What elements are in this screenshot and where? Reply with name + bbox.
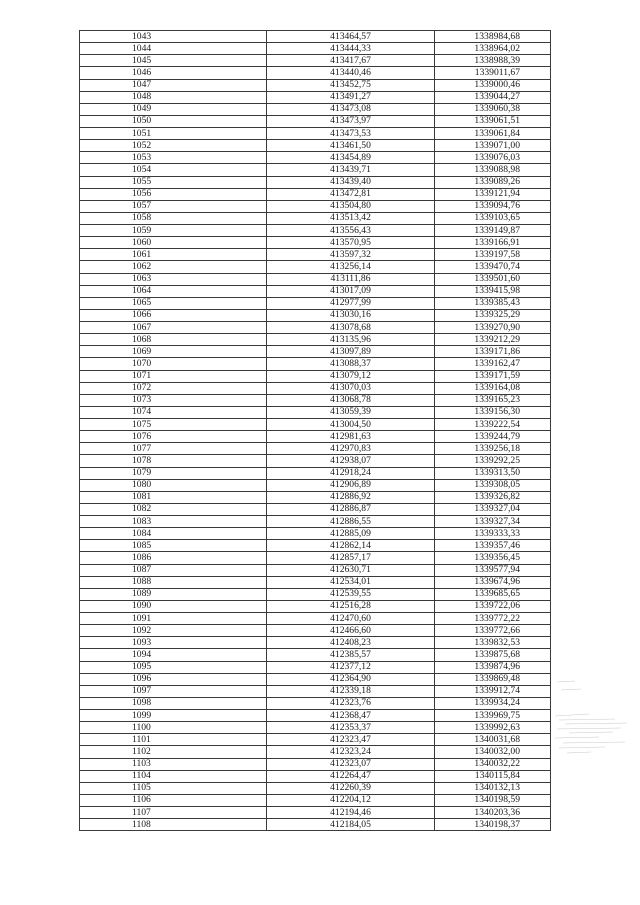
y-coordinate-cell: 1339874,96 <box>435 661 551 673</box>
point-number-cell: 1071 <box>80 370 267 382</box>
table-row <box>80 358 551 370</box>
point-number-cell: 1043 <box>80 31 267 43</box>
y-coordinate-cell: 1340032,22 <box>435 758 551 770</box>
point-number-cell: 1093 <box>80 637 267 649</box>
point-number-cell: 1105 <box>80 782 267 794</box>
x-coordinate-cell: 412970,83 <box>267 443 435 455</box>
y-coordinate-cell: 1339197,58 <box>435 249 551 261</box>
table-row <box>80 200 551 212</box>
table-row <box>80 807 551 819</box>
point-number-cell: 1049 <box>80 103 267 115</box>
y-coordinate-cell: 1339934,24 <box>435 697 551 709</box>
y-coordinate-cell: 1339501,60 <box>435 273 551 285</box>
point-number-cell: 1108 <box>80 819 267 831</box>
point-number-cell: 1106 <box>80 794 267 806</box>
point-number-cell: 1083 <box>80 516 267 528</box>
y-coordinate-cell: 1340115,84 <box>435 770 551 782</box>
y-coordinate-cell: 1338984,68 <box>435 31 551 43</box>
table-row <box>80 734 551 746</box>
table-row <box>80 661 551 673</box>
table-row <box>80 152 551 164</box>
table-row <box>80 722 551 734</box>
x-coordinate-cell: 413473,08 <box>267 103 435 115</box>
table-row <box>80 697 551 709</box>
table-row <box>80 188 551 200</box>
x-coordinate-cell: 413472,81 <box>267 188 435 200</box>
point-number-cell: 1072 <box>80 382 267 394</box>
y-coordinate-cell: 1339969,75 <box>435 710 551 722</box>
table-row <box>80 528 551 540</box>
y-coordinate-cell: 1339722,06 <box>435 600 551 612</box>
y-coordinate-cell: 1339076,03 <box>435 152 551 164</box>
point-number-cell: 1058 <box>80 212 267 224</box>
point-number-cell: 1053 <box>80 152 267 164</box>
table-row <box>80 79 551 91</box>
point-number-cell: 1075 <box>80 419 267 431</box>
table-row <box>80 43 551 55</box>
point-number-cell: 1099 <box>80 710 267 722</box>
table-row <box>80 710 551 722</box>
y-coordinate-cell: 1339094,76 <box>435 200 551 212</box>
x-coordinate-cell: 412862,14 <box>267 540 435 552</box>
table-row <box>80 261 551 273</box>
table-row <box>80 794 551 806</box>
table-row <box>80 212 551 224</box>
point-number-cell: 1079 <box>80 467 267 479</box>
x-coordinate-cell: 413491,27 <box>267 91 435 103</box>
y-coordinate-cell: 1339212,29 <box>435 334 551 346</box>
y-coordinate-cell: 1339325,29 <box>435 309 551 321</box>
point-number-cell: 1067 <box>80 322 267 334</box>
x-coordinate-cell: 412323,76 <box>267 697 435 709</box>
point-number-cell: 1094 <box>80 649 267 661</box>
point-number-cell: 1102 <box>80 746 267 758</box>
table-row <box>80 382 551 394</box>
y-coordinate-cell: 1339121,94 <box>435 188 551 200</box>
table-row <box>80 552 551 564</box>
x-coordinate-cell: 413452,75 <box>267 79 435 91</box>
y-coordinate-cell: 1339165,23 <box>435 394 551 406</box>
y-coordinate-cell: 1339385,43 <box>435 297 551 309</box>
table-row <box>80 443 551 455</box>
x-coordinate-cell: 412323,24 <box>267 746 435 758</box>
table-row <box>80 176 551 188</box>
point-number-cell: 1080 <box>80 479 267 491</box>
x-coordinate-cell: 413135,96 <box>267 334 435 346</box>
table-row <box>80 637 551 649</box>
point-number-cell: 1089 <box>80 588 267 600</box>
point-number-cell: 1057 <box>80 200 267 212</box>
table-row <box>80 322 551 334</box>
y-coordinate-cell: 1338988,39 <box>435 55 551 67</box>
point-number-cell: 1048 <box>80 91 267 103</box>
y-coordinate-cell: 1339171,86 <box>435 346 551 358</box>
x-coordinate-cell: 413444,33 <box>267 43 435 55</box>
y-coordinate-cell: 1339832,53 <box>435 637 551 649</box>
table-row <box>80 491 551 503</box>
x-coordinate-cell: 413570,95 <box>267 237 435 249</box>
y-coordinate-cell: 1339061,84 <box>435 128 551 140</box>
table-row <box>80 297 551 309</box>
table-row <box>80 770 551 782</box>
point-number-cell: 1098 <box>80 697 267 709</box>
table-row <box>80 237 551 249</box>
table-row <box>80 467 551 479</box>
x-coordinate-cell: 413088,37 <box>267 358 435 370</box>
y-coordinate-cell: 1340203,36 <box>435 807 551 819</box>
table-row <box>80 564 551 576</box>
x-coordinate-cell: 413454,89 <box>267 152 435 164</box>
x-coordinate-cell: 412886,92 <box>267 491 435 503</box>
y-coordinate-cell: 1340031,68 <box>435 734 551 746</box>
x-coordinate-cell: 412353,37 <box>267 722 435 734</box>
table-row <box>80 103 551 115</box>
x-coordinate-cell: 413068,78 <box>267 394 435 406</box>
y-coordinate-cell: 1339011,67 <box>435 67 551 79</box>
x-coordinate-cell: 412918,24 <box>267 467 435 479</box>
y-coordinate-cell: 1339000,46 <box>435 79 551 91</box>
point-number-cell: 1086 <box>80 552 267 564</box>
x-coordinate-cell: 412466,60 <box>267 625 435 637</box>
x-coordinate-cell: 412516,28 <box>267 600 435 612</box>
x-coordinate-cell: 413111,86 <box>267 273 435 285</box>
table-row <box>80 819 551 831</box>
y-coordinate-cell: 1340198,37 <box>435 819 551 831</box>
point-number-cell: 1056 <box>80 188 267 200</box>
point-number-cell: 1087 <box>80 564 267 576</box>
table-row <box>80 613 551 625</box>
x-coordinate-cell: 412339,18 <box>267 685 435 697</box>
x-coordinate-cell: 413059,39 <box>267 406 435 418</box>
table-row <box>80 431 551 443</box>
point-number-cell: 1061 <box>80 249 267 261</box>
x-coordinate-cell: 412977,99 <box>267 297 435 309</box>
point-number-cell: 1068 <box>80 334 267 346</box>
y-coordinate-cell: 1339149,87 <box>435 225 551 237</box>
point-number-cell: 1097 <box>80 685 267 697</box>
x-coordinate-cell: 413256,14 <box>267 261 435 273</box>
x-coordinate-cell: 412204,12 <box>267 794 435 806</box>
coordinates-table <box>79 30 551 831</box>
table-row <box>80 649 551 661</box>
table-row <box>80 673 551 685</box>
y-coordinate-cell: 1339162,47 <box>435 358 551 370</box>
point-number-cell: 1064 <box>80 285 267 297</box>
point-number-cell: 1076 <box>80 431 267 443</box>
point-number-cell: 1063 <box>80 273 267 285</box>
x-coordinate-cell: 413597,32 <box>267 249 435 261</box>
point-number-cell: 1065 <box>80 297 267 309</box>
point-number-cell: 1100 <box>80 722 267 734</box>
table-row <box>80 91 551 103</box>
table-row <box>80 685 551 697</box>
table-row <box>80 455 551 467</box>
x-coordinate-cell: 412906,89 <box>267 479 435 491</box>
y-coordinate-cell: 1339470,74 <box>435 261 551 273</box>
x-coordinate-cell: 412368,47 <box>267 710 435 722</box>
point-number-cell: 1051 <box>80 128 267 140</box>
point-number-cell: 1085 <box>80 540 267 552</box>
y-coordinate-cell: 1339166,91 <box>435 237 551 249</box>
y-coordinate-cell: 1339171,59 <box>435 370 551 382</box>
x-coordinate-cell: 412364,90 <box>267 673 435 685</box>
point-number-cell: 1095 <box>80 661 267 673</box>
x-coordinate-cell: 412323,07 <box>267 758 435 770</box>
y-coordinate-cell: 1339222,54 <box>435 419 551 431</box>
y-coordinate-cell: 1339060,38 <box>435 103 551 115</box>
point-number-cell: 1045 <box>80 55 267 67</box>
table-row <box>80 67 551 79</box>
y-coordinate-cell: 1339044,27 <box>435 91 551 103</box>
y-coordinate-cell: 1339308,05 <box>435 479 551 491</box>
point-number-cell: 1046 <box>80 67 267 79</box>
x-coordinate-cell: 412539,55 <box>267 588 435 600</box>
table-row <box>80 782 551 794</box>
x-coordinate-cell: 412470,60 <box>267 613 435 625</box>
x-coordinate-cell: 413461,50 <box>267 140 435 152</box>
x-coordinate-cell: 412938,07 <box>267 455 435 467</box>
table-row <box>80 419 551 431</box>
x-coordinate-cell: 413473,97 <box>267 115 435 127</box>
x-coordinate-cell: 412534,01 <box>267 576 435 588</box>
table-row <box>80 758 551 770</box>
y-coordinate-cell: 1339357,46 <box>435 540 551 552</box>
table-row <box>80 479 551 491</box>
table-row <box>80 406 551 418</box>
y-coordinate-cell: 1339415,98 <box>435 285 551 297</box>
y-coordinate-cell: 1339772,66 <box>435 625 551 637</box>
point-number-cell: 1090 <box>80 600 267 612</box>
table-row <box>80 55 551 67</box>
x-coordinate-cell: 413556,43 <box>267 225 435 237</box>
y-coordinate-cell: 1340198,59 <box>435 794 551 806</box>
x-coordinate-cell: 413079,12 <box>267 370 435 382</box>
y-coordinate-cell: 1338964,02 <box>435 43 551 55</box>
x-coordinate-cell: 413440,46 <box>267 67 435 79</box>
x-coordinate-cell: 412323,47 <box>267 734 435 746</box>
x-coordinate-cell: 413070,03 <box>267 382 435 394</box>
y-coordinate-cell: 1339244,79 <box>435 431 551 443</box>
table-row <box>80 285 551 297</box>
x-coordinate-cell: 412886,55 <box>267 516 435 528</box>
table-row <box>80 746 551 758</box>
point-number-cell: 1055 <box>80 176 267 188</box>
point-number-cell: 1073 <box>80 394 267 406</box>
y-coordinate-cell: 1339577,94 <box>435 564 551 576</box>
y-coordinate-cell: 1339103,65 <box>435 212 551 224</box>
table-row <box>80 370 551 382</box>
point-number-cell: 1070 <box>80 358 267 370</box>
y-coordinate-cell: 1339912,74 <box>435 685 551 697</box>
x-coordinate-cell: 413017,09 <box>267 285 435 297</box>
x-coordinate-cell: 412408,23 <box>267 637 435 649</box>
y-coordinate-cell: 1339772,22 <box>435 613 551 625</box>
point-number-cell: 1066 <box>80 309 267 321</box>
table-row <box>80 115 551 127</box>
y-coordinate-cell: 1339089,26 <box>435 176 551 188</box>
x-coordinate-cell: 412184,05 <box>267 819 435 831</box>
x-coordinate-cell: 413464,57 <box>267 31 435 43</box>
y-coordinate-cell: 1339156,30 <box>435 406 551 418</box>
table-row <box>80 334 551 346</box>
x-coordinate-cell: 413504,80 <box>267 200 435 212</box>
x-coordinate-cell: 412260,39 <box>267 782 435 794</box>
table-row <box>80 588 551 600</box>
point-number-cell: 1078 <box>80 455 267 467</box>
table-row <box>80 225 551 237</box>
y-coordinate-cell: 1339992,63 <box>435 722 551 734</box>
table-row <box>80 273 551 285</box>
x-coordinate-cell: 412377,12 <box>267 661 435 673</box>
table-row <box>80 625 551 637</box>
y-coordinate-cell: 1339333,33 <box>435 528 551 540</box>
point-number-cell: 1059 <box>80 225 267 237</box>
table-row <box>80 164 551 176</box>
point-number-cell: 1081 <box>80 491 267 503</box>
x-coordinate-cell: 413439,71 <box>267 164 435 176</box>
y-coordinate-cell: 1339875,68 <box>435 649 551 661</box>
y-coordinate-cell: 1339270,90 <box>435 322 551 334</box>
y-coordinate-cell: 1339356,45 <box>435 552 551 564</box>
point-number-cell: 1091 <box>80 613 267 625</box>
x-coordinate-cell: 413030,16 <box>267 309 435 321</box>
x-coordinate-cell: 412886,87 <box>267 503 435 515</box>
point-number-cell: 1062 <box>80 261 267 273</box>
x-coordinate-cell: 413417,67 <box>267 55 435 67</box>
table-row <box>80 394 551 406</box>
coordinates-table-body <box>80 31 551 831</box>
table-row <box>80 503 551 515</box>
y-coordinate-cell: 1340032,00 <box>435 746 551 758</box>
point-number-cell: 1103 <box>80 758 267 770</box>
y-coordinate-cell: 1339088,98 <box>435 164 551 176</box>
table-row <box>80 540 551 552</box>
y-coordinate-cell: 1339061,51 <box>435 115 551 127</box>
point-number-cell: 1054 <box>80 164 267 176</box>
table-row <box>80 346 551 358</box>
x-coordinate-cell: 413439,40 <box>267 176 435 188</box>
y-coordinate-cell: 1339327,04 <box>435 503 551 515</box>
x-coordinate-cell: 412981,63 <box>267 431 435 443</box>
table-row <box>80 600 551 612</box>
point-number-cell: 1060 <box>80 237 267 249</box>
x-coordinate-cell: 412630,71 <box>267 564 435 576</box>
y-coordinate-cell: 1339164,08 <box>435 382 551 394</box>
point-number-cell: 1052 <box>80 140 267 152</box>
point-number-cell: 1082 <box>80 503 267 515</box>
point-number-cell: 1084 <box>80 528 267 540</box>
table-row <box>80 516 551 528</box>
x-coordinate-cell: 412264,47 <box>267 770 435 782</box>
scan-artifact <box>555 676 635 772</box>
point-number-cell: 1044 <box>80 43 267 55</box>
x-coordinate-cell: 412885,09 <box>267 528 435 540</box>
point-number-cell: 1092 <box>80 625 267 637</box>
y-coordinate-cell: 1339685,65 <box>435 588 551 600</box>
point-number-cell: 1077 <box>80 443 267 455</box>
y-coordinate-cell: 1339674,96 <box>435 576 551 588</box>
point-number-cell: 1096 <box>80 673 267 685</box>
point-number-cell: 1047 <box>80 79 267 91</box>
point-number-cell: 1074 <box>80 406 267 418</box>
x-coordinate-cell: 413078,68 <box>267 322 435 334</box>
y-coordinate-cell: 1339292,25 <box>435 455 551 467</box>
point-number-cell: 1069 <box>80 346 267 358</box>
y-coordinate-cell: 1339071,00 <box>435 140 551 152</box>
point-number-cell: 1101 <box>80 734 267 746</box>
table-row <box>80 249 551 261</box>
table-row <box>80 576 551 588</box>
point-number-cell: 1088 <box>80 576 267 588</box>
x-coordinate-cell: 413513,42 <box>267 212 435 224</box>
y-coordinate-cell: 1339313,50 <box>435 467 551 479</box>
point-number-cell: 1104 <box>80 770 267 782</box>
x-coordinate-cell: 412194,46 <box>267 807 435 819</box>
table-row <box>80 128 551 140</box>
table-row <box>80 140 551 152</box>
table-row <box>80 31 551 43</box>
y-coordinate-cell: 1340132,13 <box>435 782 551 794</box>
y-coordinate-cell: 1339327,34 <box>435 516 551 528</box>
x-coordinate-cell: 413004,50 <box>267 419 435 431</box>
x-coordinate-cell: 413473,53 <box>267 128 435 140</box>
x-coordinate-cell: 413097,89 <box>267 346 435 358</box>
point-number-cell: 1050 <box>80 115 267 127</box>
point-number-cell: 1107 <box>80 807 267 819</box>
table-row <box>80 309 551 321</box>
y-coordinate-cell: 1339869,48 <box>435 673 551 685</box>
y-coordinate-cell: 1339256,18 <box>435 443 551 455</box>
x-coordinate-cell: 412857,17 <box>267 552 435 564</box>
x-coordinate-cell: 412385,57 <box>267 649 435 661</box>
y-coordinate-cell: 1339326,82 <box>435 491 551 503</box>
